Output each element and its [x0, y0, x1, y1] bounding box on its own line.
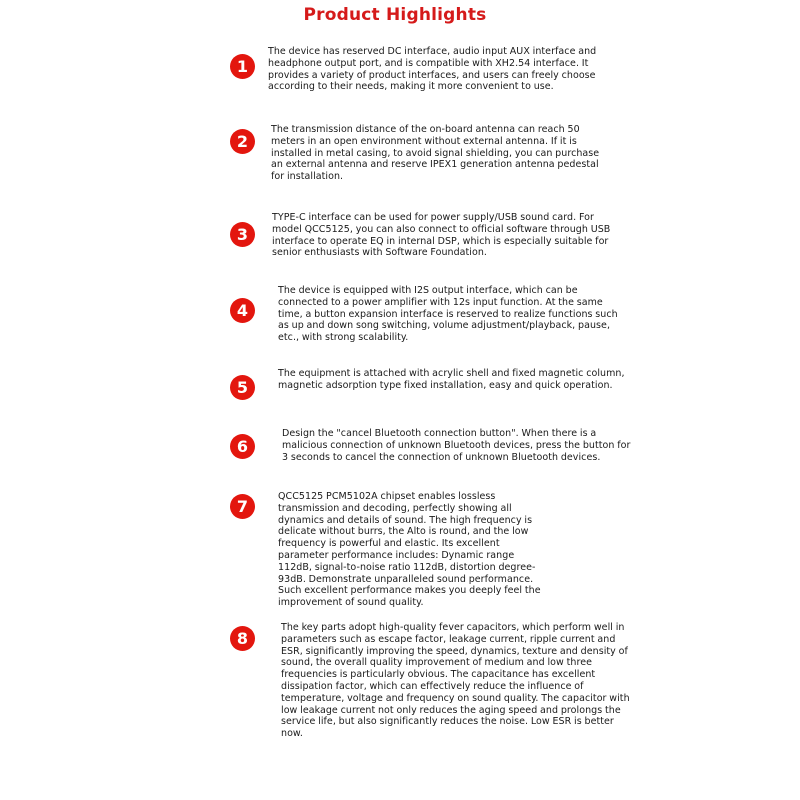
- number-badge-5: 5: [230, 375, 255, 400]
- number-badge-6: 6: [230, 434, 255, 459]
- number-badge-4: 4: [230, 298, 255, 323]
- number-badge-3: 3: [230, 222, 255, 247]
- highlight-text-1: The device has reserved DC interface, audio input AUX interface and headphone output port, and is compatible with XH2.54 interface. It provides a variety of product interfaces, and users can freely choose according to their needs, making it more convenient to use.: [268, 46, 597, 93]
- number-badge-7: 7: [230, 494, 255, 519]
- number-badge-1: 1: [230, 54, 255, 79]
- highlight-text-8: The key parts adopt high-quality fever capacitors, which perform well in parameters such as escape factor, leakage current, ripple current and ESR, significantly improving the speed, dynamics, texture and density of sound, the overall quality improvement of medium and low three frequencies is particularly obvious. The capacitance has excellent dissipation factor, which can effectively reduce the influence of temperature, voltage and frequency on sound quality. The capacitor with low leakage current not only reduces the aging speed and prolongs the service life, but also significantly reduces the noise. Low ESR is better now.: [281, 622, 630, 740]
- highlight-text-7: QCC5125 PCM5102A chipset enables lossless transmission and decoding, perfectly showing all dynamics and details of sound. The high frequency is delicate without burrs, the Alto is round, and the low frequency is powerful and elastic. Its excellent parameter performance includes: Dynamic range 112dB, signal-to-noise ratio 112dB, distortion degree-93dB. Demonstrate unparalleled sound performance. Such excellent performance makes you deeply feel the improvement of sound quality.: [278, 491, 541, 609]
- highlight-text-6: Design the "cancel Bluetooth connection button". When there is a malicious connection of unknown Bluetooth devices, press the button for 3 seconds to cancel the connection of unknown Bluetooth devices.: [282, 428, 631, 463]
- highlight-text-3: TYPE-C interface can be used for power supply/USB sound card. For model QCC5125, you can also connect to official software through USB interface to operate EQ in internal DSP, which is especially suitable for senior enthusiasts with Software Foundation.: [272, 212, 611, 259]
- number-badge-8: 8: [230, 626, 255, 651]
- highlight-text-5: The equipment is attached with acrylic shell and fixed magnetic column, magnetic adsorption type fixed installation, easy and quick operation.: [278, 368, 625, 391]
- page-title: Product Highlights: [303, 5, 487, 25]
- number-badge-2: 2: [230, 129, 255, 154]
- highlight-text-2: The transmission distance of the on-board antenna can reach 50 meters in an open environment without external antenna. If it is installed in metal casing, to avoid signal shielding, you can purchase an external antenna and reserve IPEX1 generation antenna pedestal for installation.: [271, 124, 600, 183]
- highlight-text-4: The device is equipped with I2S output interface, which can be connected to a power amplifier with 12s input function. At the same time, a button expansion interface is reserved to realize functions such as up and down song switching, volume adjustment/playback, pause, etc., with strong scalability.: [278, 285, 618, 344]
